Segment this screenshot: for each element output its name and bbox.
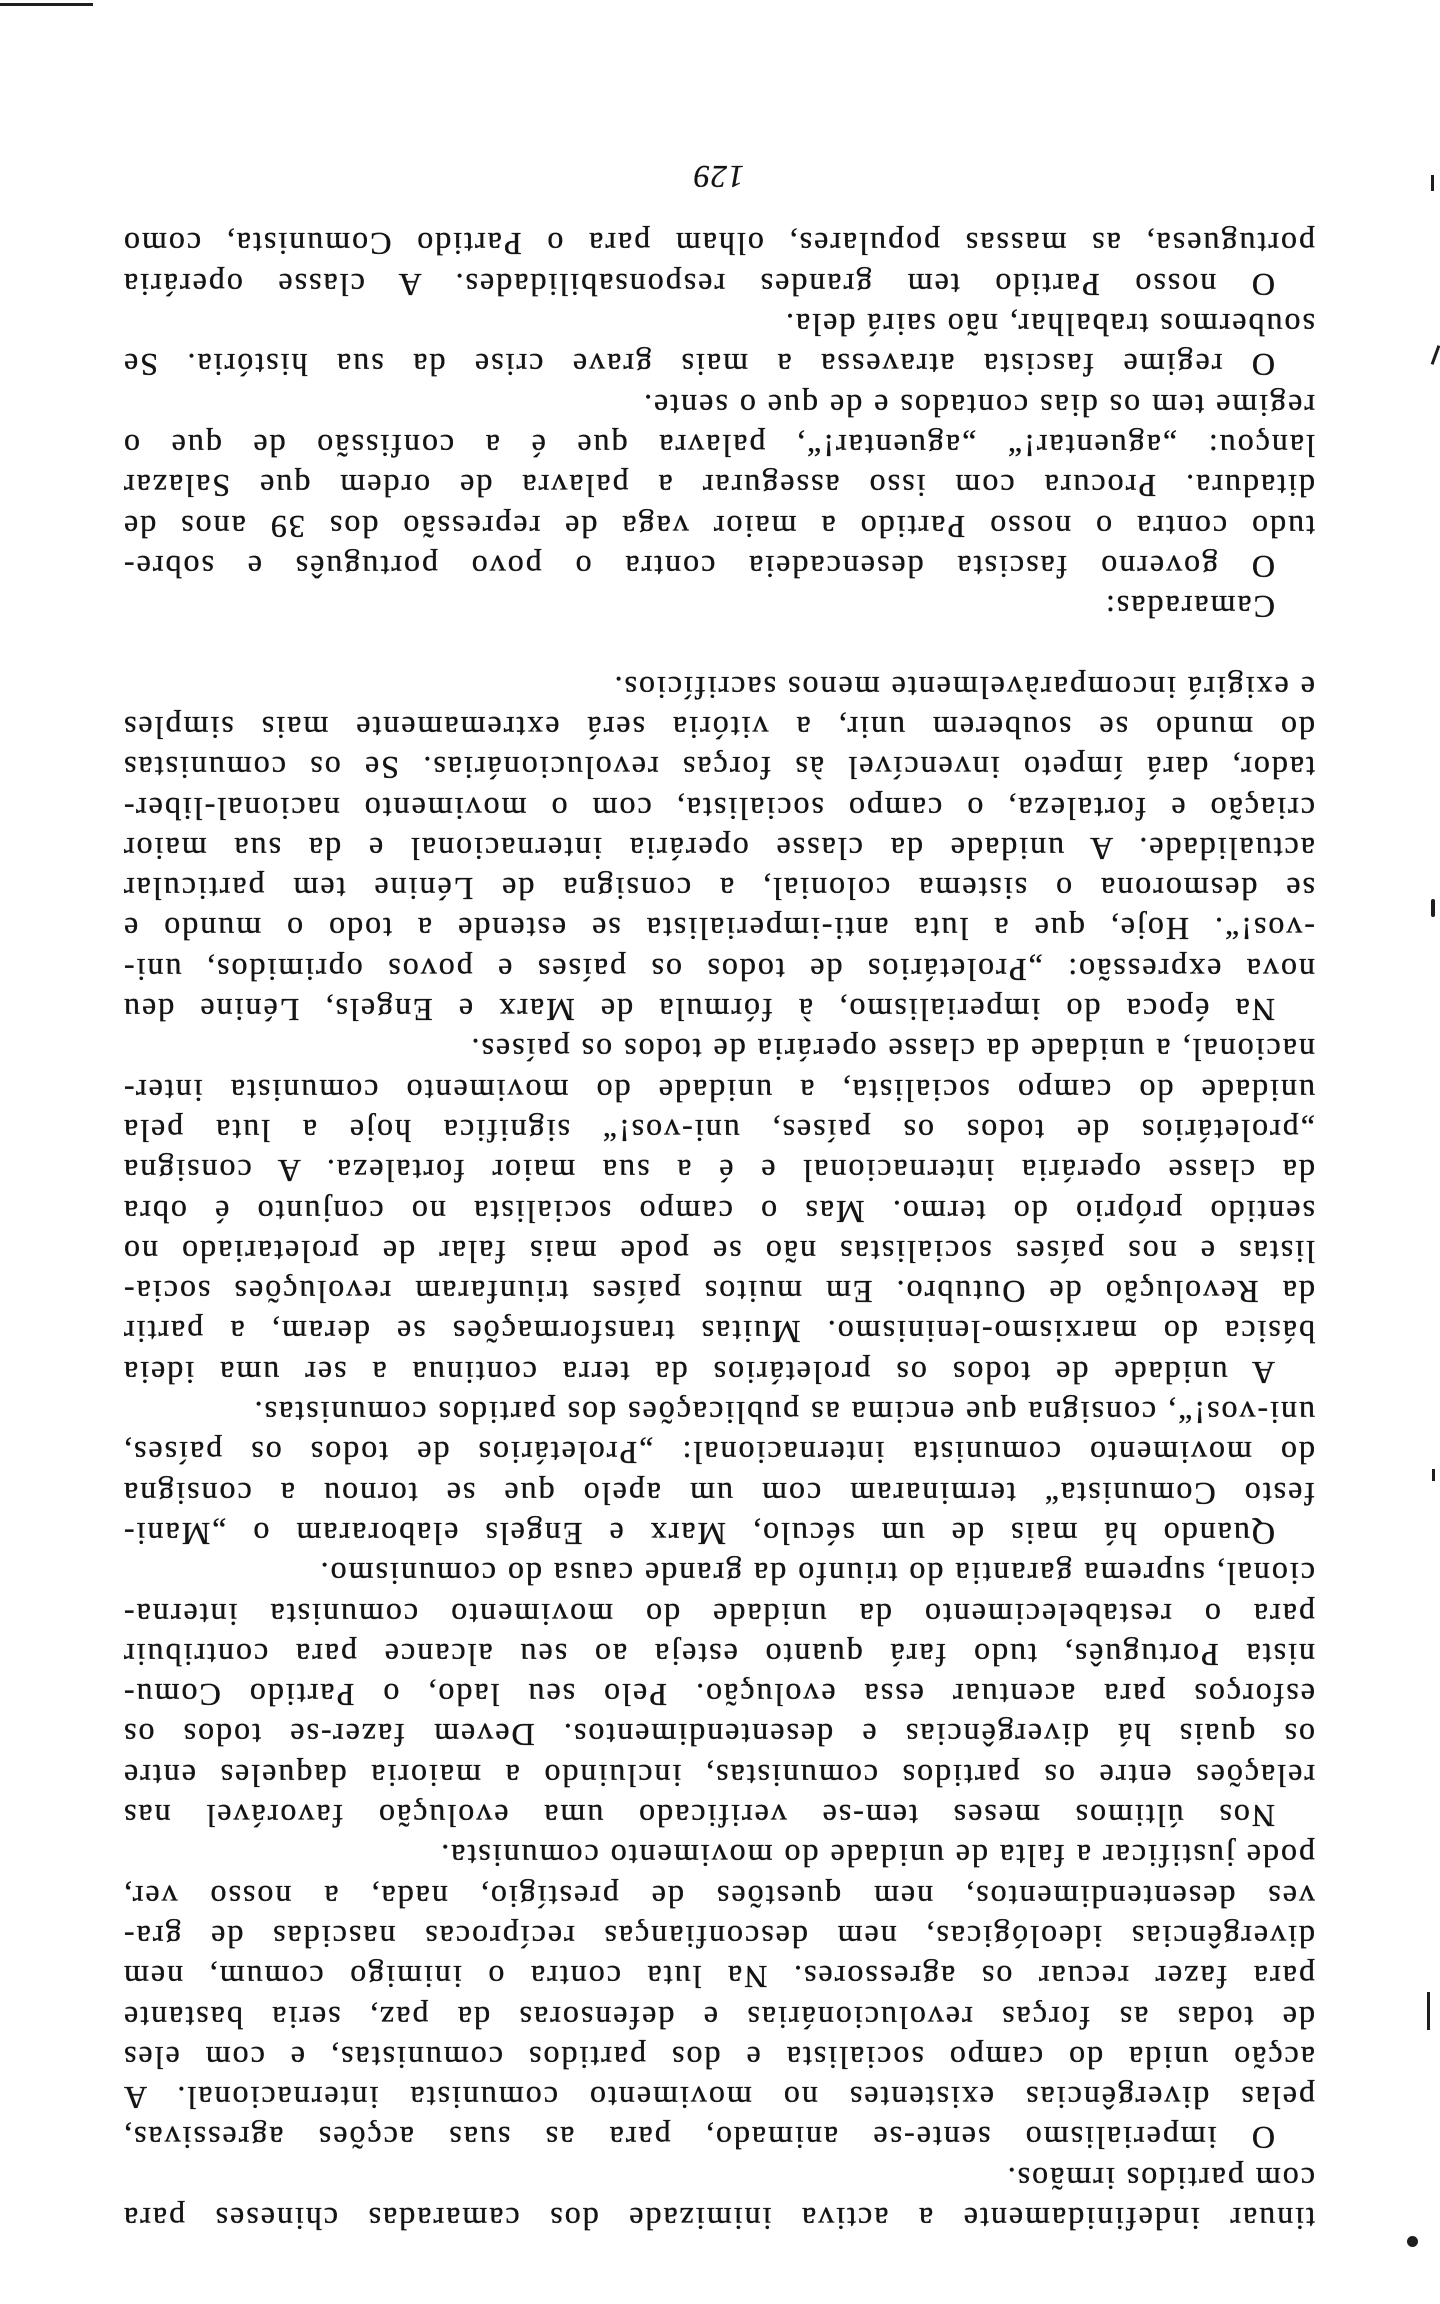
text-line: do movimento comunista internacional: „Proletários de todos os países, [122,1435,1315,1472]
text-line: Quando há mais de um século, Marx e Engels elaboraram o „Mani- [122,1515,1275,1552]
text-line: „proletários de todos os países, uni-vos!“ significa hoje a luta pela [122,1112,1315,1149]
page-number: 129 [693,159,744,195]
text-line: soubermos trabalhar, não sairá dela. [784,307,1315,344]
paragraph [122,667,1315,1030]
paragraph [122,385,1315,586]
text-line: Na época do imperialismo, à fórmula de Marx e Engels, Lénine deu [122,992,1275,1029]
text-line: unidade do campo socialista, a unidade do movimento comunista inter- [122,1072,1315,1109]
text-line: actualidade. A unidade da classe operária internacional e da sua maior [122,830,1315,867]
text-line: O nosso Partido tem grandes responsabilidades. A classe operária [122,266,1275,303]
text-line: divergências ideológicas, nem desconfianças recíprocas nascidas de gra- [122,1918,1315,1955]
text-line: pelas divergências existentes no movimento comunista internacional. A [122,2080,1315,2117]
paragraph [122,305,1315,386]
text-line: ves desentendimentos, nem questões de prestígio, nada, a nosso ver, [122,1878,1315,1915]
text-line: esforços para acentuar essa evolução. Pelo seu lado, o Partido Comu- [122,1677,1315,1714]
paragraph [122,1836,1315,2158]
text-line: ditadura. Procura com isso assegurar a palavra de ordem que Salazar [122,468,1315,505]
text-line: com partidos irmãos. [1005,2160,1315,2197]
paragraph [122,1554,1315,1836]
text-line: O regime fascista atravessa a mais grave crise da sua história. Se [122,347,1275,384]
text-line: pode justificar a falta de unidade do movimento comunista. [439,1838,1315,1875]
paragraph [122,224,1315,305]
text-section-after-salutation [122,224,1315,587]
text-line: portuguesa, as massas populares, olham para o Partido Comunista, como [122,226,1315,263]
text-line: de todas as forças revolucionárias e defensoras da paz, seria bastante [122,1999,1315,2036]
text-line: tinuar indefinidamente a activa inimizade dos camaradas chineses para [122,2201,1315,2237]
text-line: criação e fortaleza, o campo socialista, com o movimento nacional-liber- [122,790,1315,827]
text-line: regime tem os dias contados e de que o sente. [642,387,1315,424]
text-line: da Revolução de Outubro. Em muitos países triunfaram revoluções socia- [122,1274,1315,1311]
text-line: festo Comunista“ terminaram com um apelo que se tornou a consigna [122,1475,1315,1512]
text-line: tador, dará ímpeto invencível às forças revolucionárias. Se os comunistas [122,750,1315,787]
paragraph [122,1030,1315,1393]
text-line: -vos!“. Hoje, que a luta anti-imperialista se estende a todo o mundo e [122,911,1315,948]
text-line: listas e nos países socialistas não se pode mais falar de proletariado no [122,1233,1315,1270]
scan-artifact-dot [1407,2236,1418,2247]
text-line: O imperialismo sente-se animado, para as suas acções agressivas, [122,2120,1275,2157]
text-line: O governo fascista desencadeia contra o povo português e sobre- [122,548,1275,585]
scan-artifact-bracket [1431,899,1435,917]
text-line: Nos últimos meses tem-se verificado uma evolução favorável nas [122,1798,1275,1835]
text-line: do mundo se souberem unir, a vitória será extremamente mais simples [122,710,1315,747]
text-line: relações entre os partidos comunistas, incluindo a maioria daqueles entre [122,1757,1315,1794]
text-line: se desmorona o sistema colonial, a consigna de Lénine tem particular [122,871,1315,908]
text-line: nacional, a unidade da classe operária de todos os países. [469,1032,1315,1069]
scan-artifact-tick [1431,175,1434,191]
text-line: A unidade de todos os proletários da terra continua a ser uma ideia [122,1354,1275,1391]
text-line: da classe operária internacional e é a sua maior fortaleza. A consigna [122,1153,1315,1190]
text-section-before-salutation [122,667,1315,2239]
text-line: tudo contra o nosso Partido a maior vaga de repressão dos 39 anos de [122,508,1315,545]
text-line: acção unida do campo socialista e dos partidos comunistas, e com eles [122,2039,1315,2076]
paragraph [122,2158,1315,2239]
text-line: nova expressão: „Proletários de todos os países e povos oprimidos, uni- [122,951,1315,988]
text-line: cional, suprema garantia do triunfo da grande causa do comunismo. [318,1556,1315,1593]
scan-artifact-slash [1431,345,1440,365]
body-text [122,224,1315,2239]
scan-artifact-bar [1427,1992,1430,2030]
blank-line [122,627,1315,667]
scan-artifact-tick [1432,1469,1435,1481]
scan-artifact-line [0,3,93,6]
text-line: uni-vos!“, consigna que encima as publicações dos partidos comunistas. [252,1395,1315,1432]
text-line: para o restabelecimento da unidade do movimento comunista interna- [122,1596,1315,1633]
text-line: básica do marxismo-leninismo. Muitas transformações se deram, a partir [122,1314,1315,1351]
salutation: Camaradas: [1103,589,1275,626]
text-line: e exigirá incomparàvelmente menos sacrifícios. [612,669,1315,706]
text-line: para fazer recuar os agressores. Na luta contra o inimigo comum, nem [122,1959,1315,1996]
text-line: os quais há divergências e desentendimentos. Devem fazer-se todos os [122,1717,1315,1754]
text-line: nista Português, tudo fará quanto esteja ao seu alcance para contribuir [122,1636,1315,1673]
text-line: lançou: „aguentar!“ „aguentar!“, palavra que é a confissão de que o [122,427,1315,464]
text-line: sentido próprio do termo. Mas o campo socialista no conjunto é obra [122,1193,1315,1230]
paragraph [122,1393,1315,1554]
